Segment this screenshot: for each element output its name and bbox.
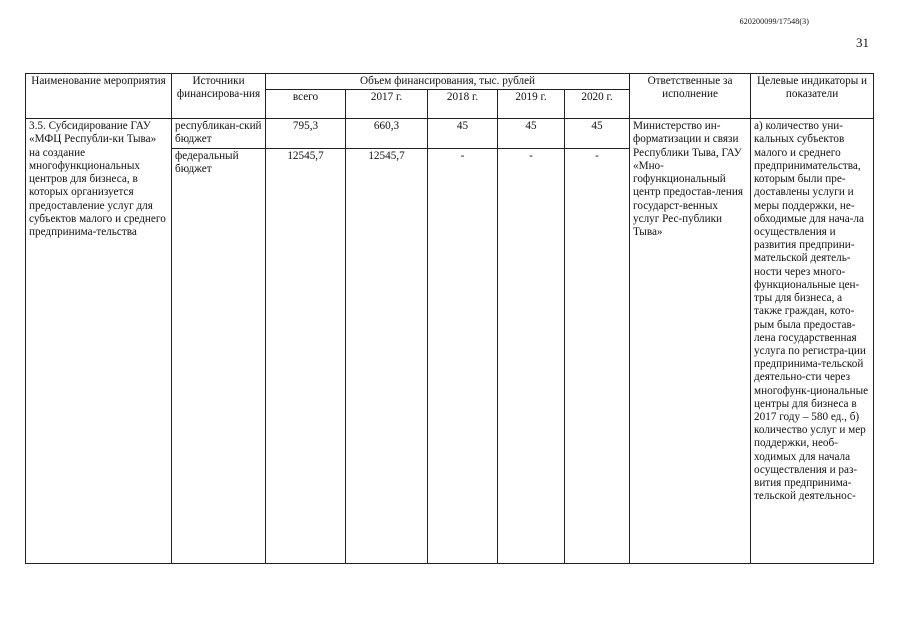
measure-name-cell: 3.5. Субсидирование ГАУ «МФЦ Республи-ки Тыва» на создание многофункциональных центров для бизнеса, в которых организуется предоставление услуг для субъектов малого и среднего предпринима-тельства (26, 119, 172, 564)
page-number: 31 (856, 35, 869, 50)
header-total: всего (266, 90, 346, 119)
y2017-cell: 12545,7 (346, 148, 428, 563)
y2020-cell: 45 (565, 119, 630, 148)
header-2018: 2018 г. (428, 90, 498, 119)
responsible-cell: Министерство ин-форматизации и связи Республики Тыва, ГАУ «Мно-гофункциональный центр предостав-ления государст-венных услуг Рес-публики Тыва» (630, 119, 751, 564)
header-volume: Объем финансирования, тыс. рублей (266, 74, 630, 90)
header-2020: 2020 г. (565, 90, 630, 119)
header-row-1 (26, 74, 874, 90)
y2018-cell: - (428, 148, 498, 563)
header-2019: 2019 г. (498, 90, 565, 119)
y2017-cell: 660,3 (346, 119, 428, 148)
header-2017: 2017 г. (346, 90, 428, 119)
table-row (26, 119, 874, 148)
y2020-cell: - (565, 148, 630, 563)
document-id: 620200099/17548(3) (739, 17, 809, 26)
indicators-cell: а) количество уни-кальных субъектов малого и среднего предпринимательства, которым были пре-доставлены услуги и меры поддержки, не-обходимые для нача-ла осуществления и развития предприни-мательской деятель-ности через много-функциональные цен-тры для бизнеса, а также граждан, кото-рым была предостав-лена государственная услуга по регистра-ции предпринима-тельской деятельно-сти через многофунк-циональные центры для бизнеса в 2017 году – 580 ед., б) количество услуг и мер поддержки, необ-ходимых для начала осуществления и раз-вития предпринима-тельской деятельнос- (751, 119, 874, 564)
total-cell: 12545,7 (266, 148, 346, 563)
total-cell: 795,3 (266, 119, 346, 148)
funding-source-cell: федеральный бюджет (172, 148, 266, 563)
header-name: Наименование мероприятия (26, 74, 172, 119)
y2019-cell: - (498, 148, 565, 563)
funding-source-cell: республикан-ский бюджет (172, 119, 266, 148)
y2019-cell: 45 (498, 119, 565, 148)
header-sources: Источники финансирова-ния (172, 74, 266, 119)
header-responsible: Ответственные за исполнение (630, 74, 751, 119)
funding-table (25, 73, 874, 564)
y2018-cell: 45 (428, 119, 498, 148)
header-indicators: Целевые индикаторы и показатели (751, 74, 874, 119)
